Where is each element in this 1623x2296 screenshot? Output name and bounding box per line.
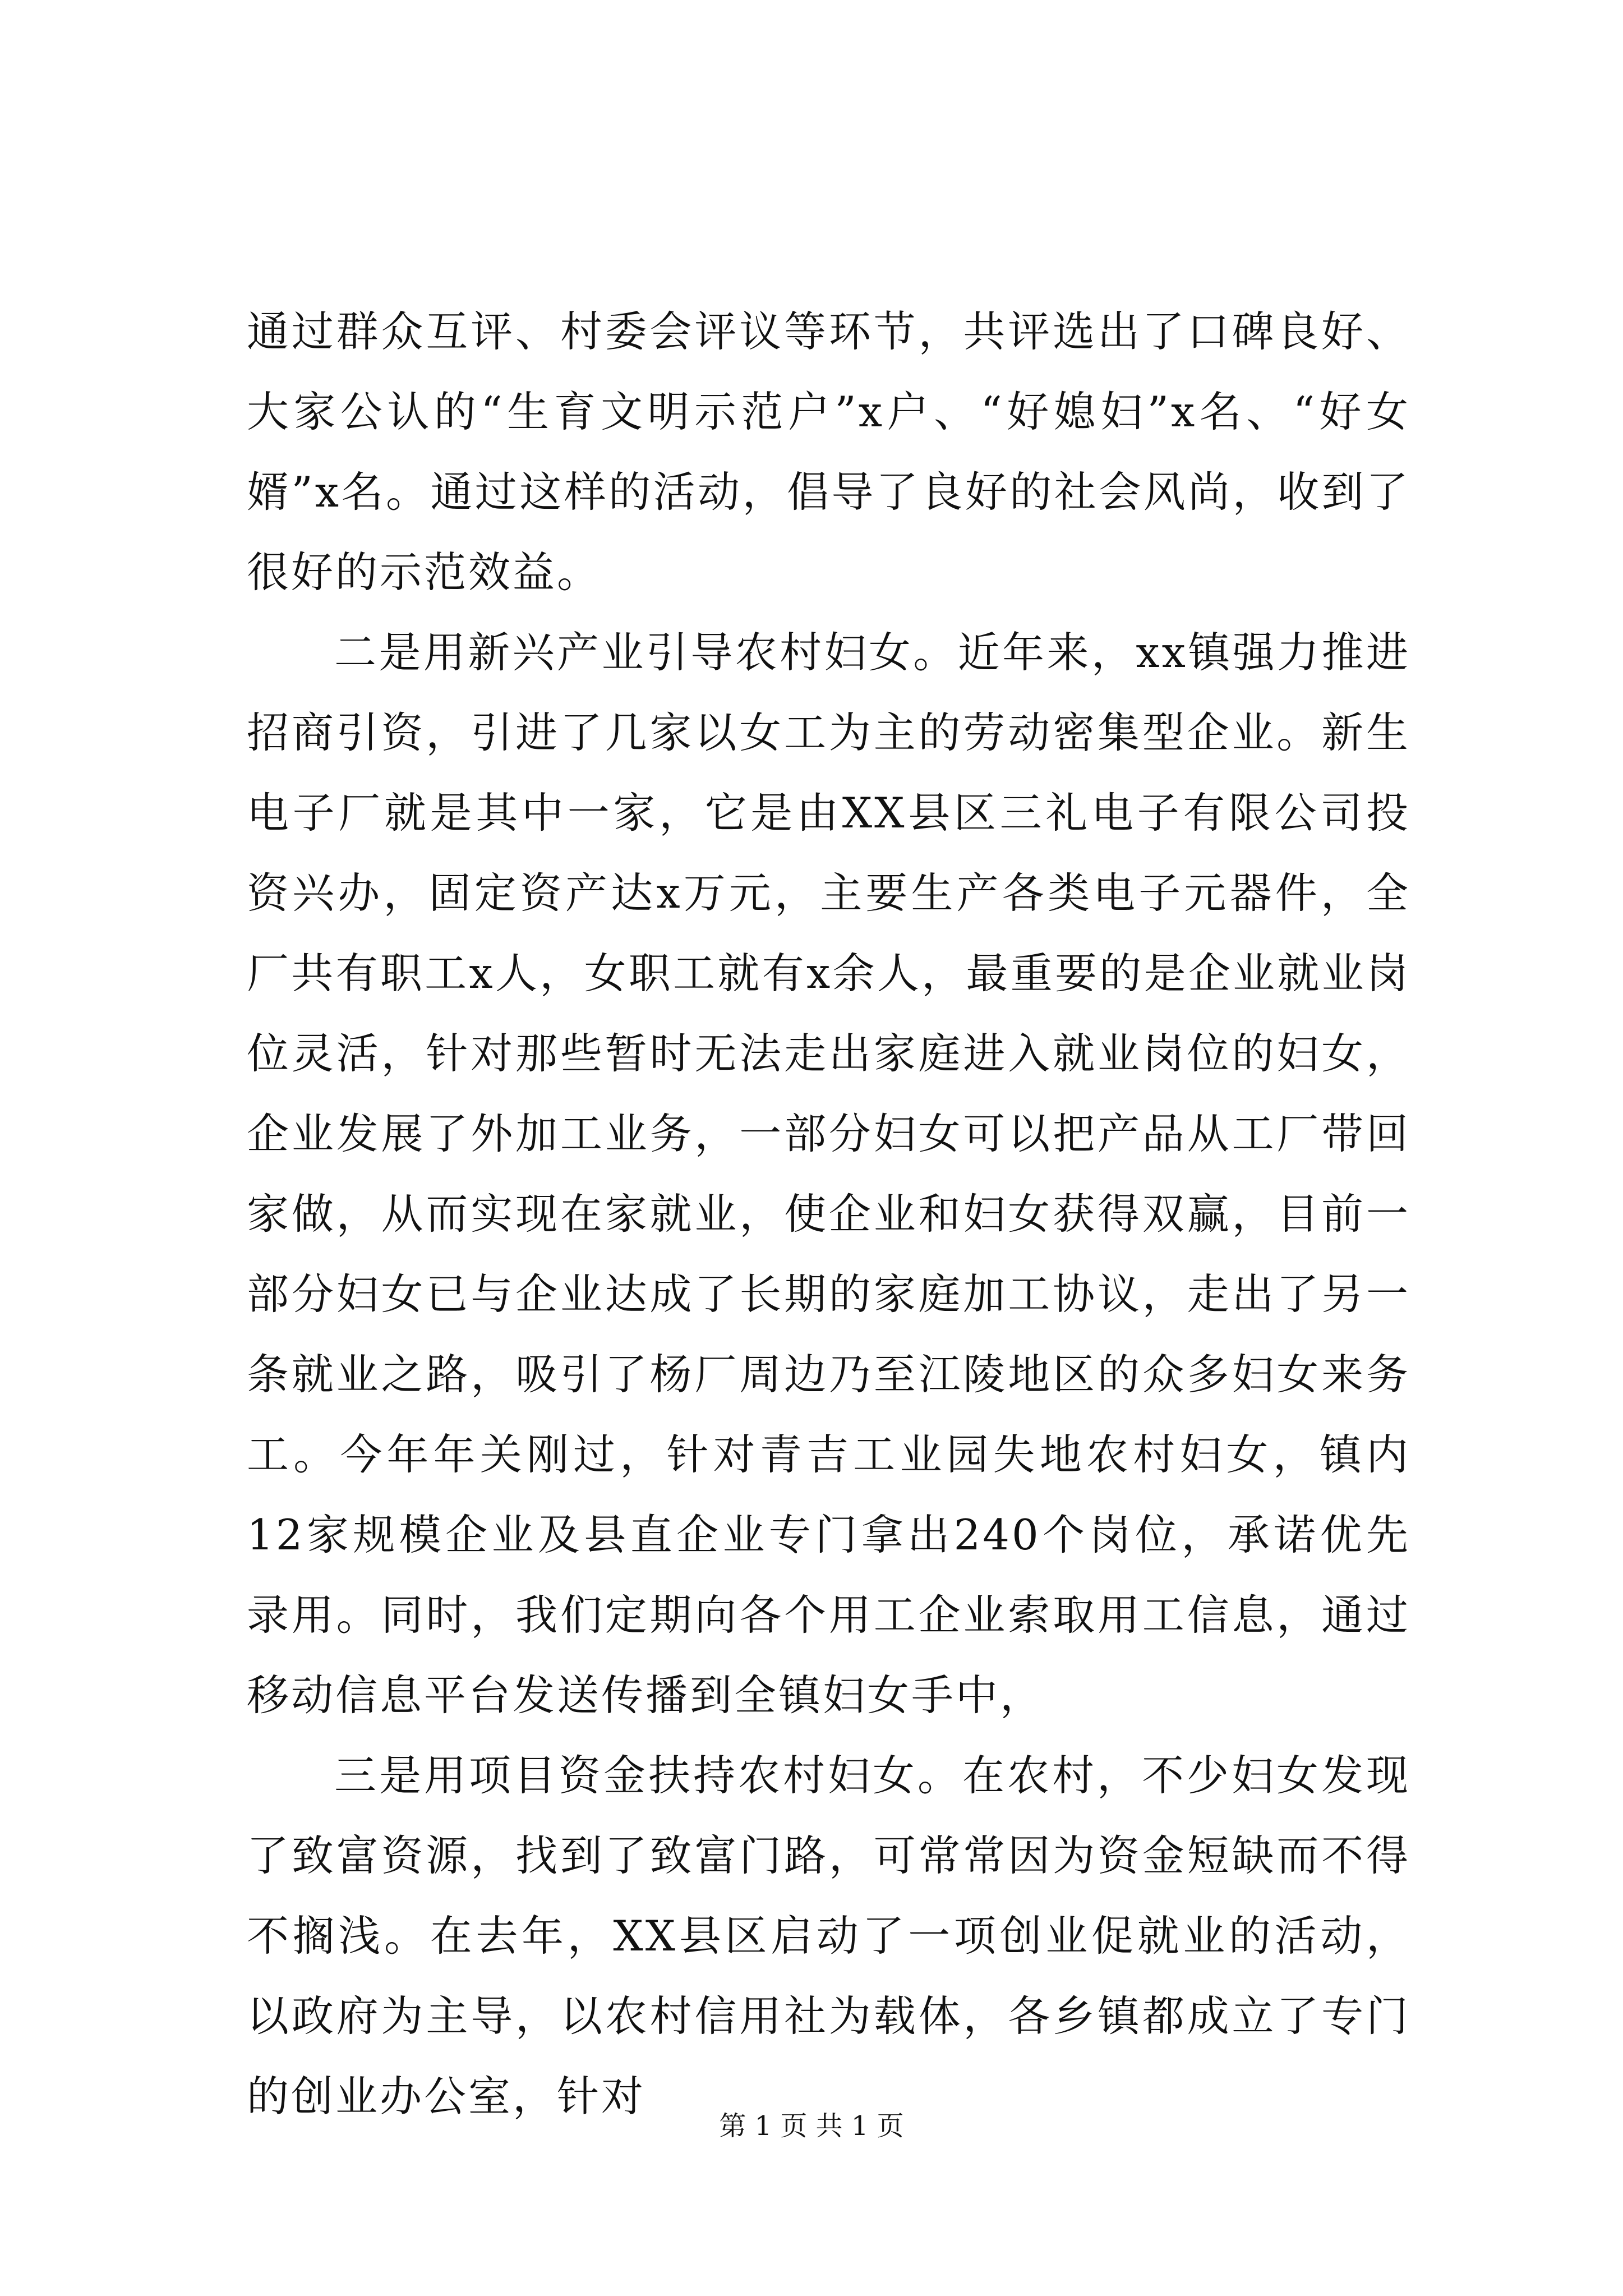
body-text — [247, 292, 1410, 2137]
paragraph-3: 三是用项目资金扶持农村妇女。在农村，不少妇女发现了致富资源，找到了致富门路，可常常因为资金短缺而不得不搁浅。在去年，XX县区启动了一项创业促就业的活动，以政府为主导，以农村信用社为载体，各乡镇都成立了专门的创业办公室，针对 — [247, 1751, 1410, 2121]
paragraph-2: 二是用新兴产业引导农村妇女。近年来，xx镇强力推进招商引资，引进了几家以女工为主的劳动密集型企业。新生电子厂就是其中一家，它是由XX县区三礼电子有限公司投资兴办，固定资产达x万元，主要生产各类电子元器件，全厂共有职工x人，女职工就有x余人，最重要的是企业就业岗位灵活，针对那些暂时无法走出家庭进入就业岗位的妇女，企业发展了外加工业务，一部分妇女可以把产品从工厂带回家做，从而实现在家就业，使企业和妇女获得双赢，目前一部分妇女已与企业达成了长期的家庭加工协议，走出了另一条就业之路，吸引了杨厂周边乃至江陵地区的众多妇女来务工。今年年关刚过，针对青吉工业园失地农村妇女，镇内12家规模企业及县直企业专门拿出240个岗位，承诺优先录用。同时，我们定期向各个用工企业索取用工信息，通过移动信息平台发送传播到全镇妇女手中， — [247, 628, 1410, 1720]
paragraph-1: 通过群众互评、村委会评议等环节，共评选出了口碑良好、大家公认的“生育文明示范户”x户、“好媳妇”x名、“好女婿”x名。通过这样的活动，倡导了良好的社会风尚，收到了很好的示范效益。 — [247, 307, 1410, 597]
page-footer: 第 1 页 共 1 页 — [719, 2110, 904, 2142]
